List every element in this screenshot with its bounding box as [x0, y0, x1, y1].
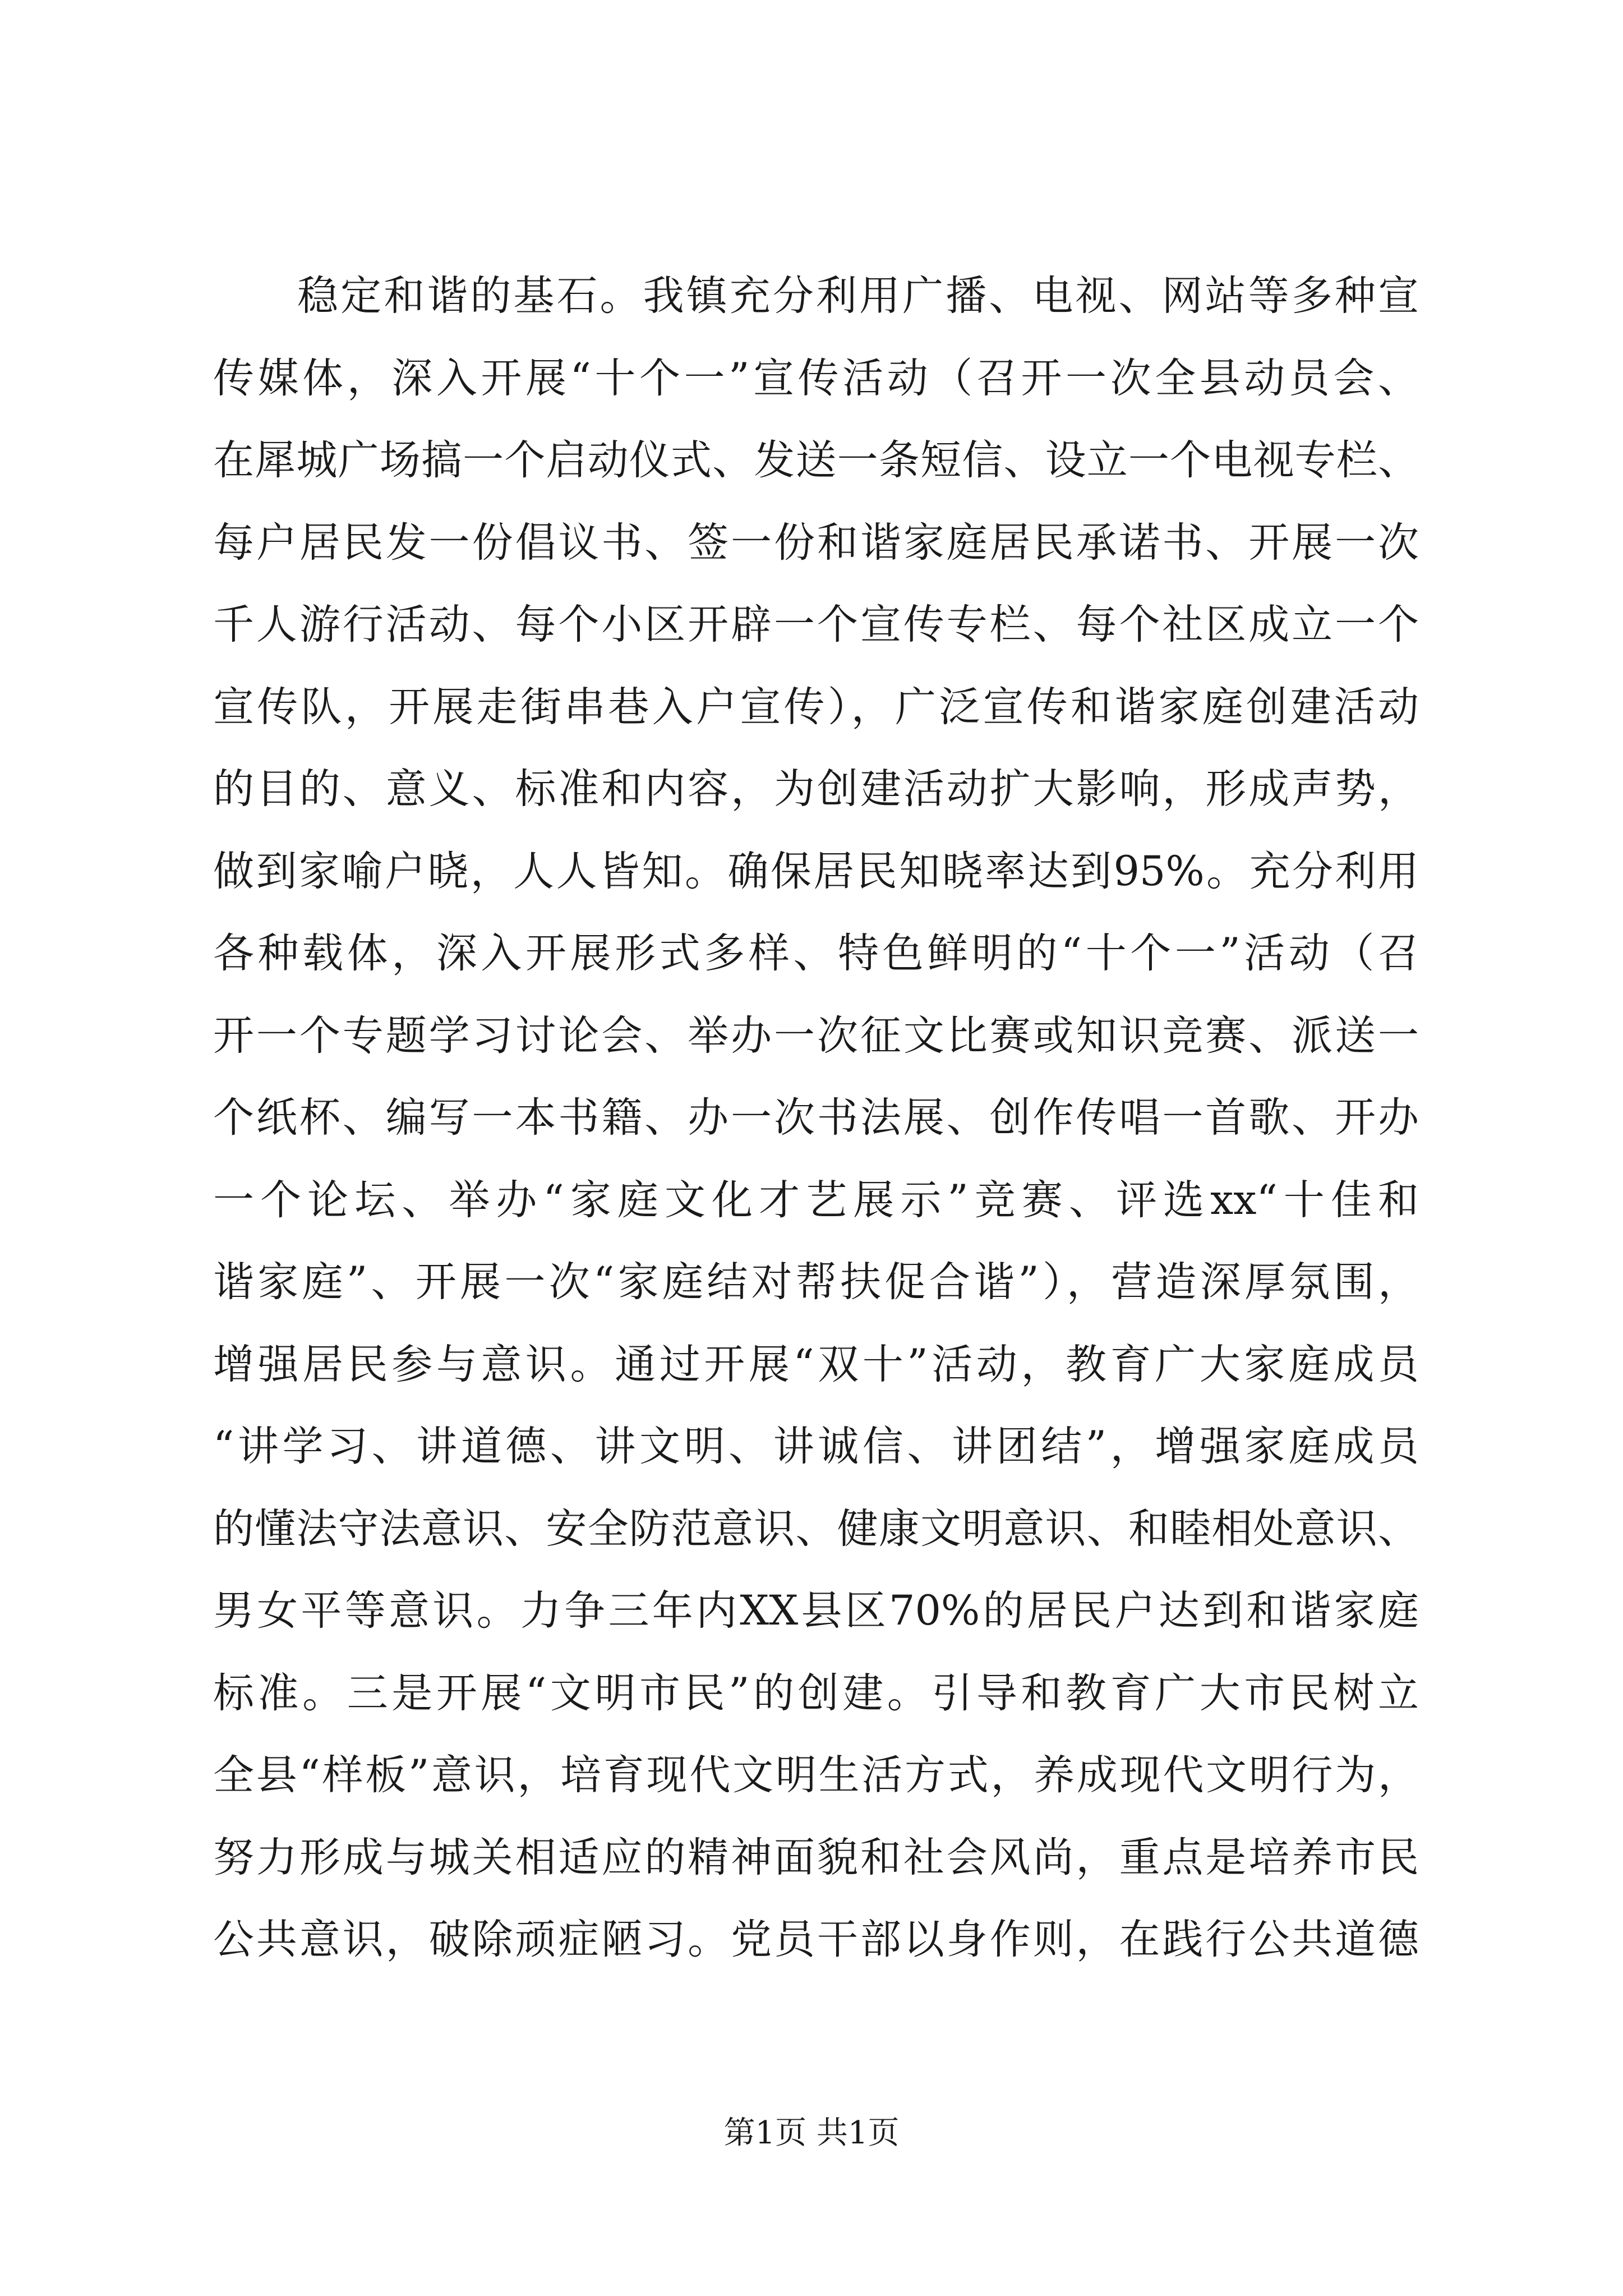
text-line: 各种载体，深入开展形式多样、特色鲜明的“十个一”活动（召 [213, 930, 1419, 977]
text-line: 宣传队，开展走街串巷入户宣传），广泛宣传和谐家庭创建活动 [213, 683, 1419, 731]
page-number-label: 第1页 共1页 [723, 2115, 900, 2151]
text-line: 标准。三是开展“文明市民”的创建。引导和教育广大市民树立 [213, 1669, 1419, 1717]
text-line: 传媒体，深入开展“十个一”宣传活动（召开一次全县动员会、 [213, 354, 1419, 402]
text-line: “讲学习、讲道德、讲文明、讲诚信、讲团结”，增强家庭成员 [213, 1423, 1419, 1470]
text-line: 全县“样板”意识，培育现代文明生活方式，养成现代文明行为， [213, 1751, 1419, 1799]
text-line: 增强居民参与意识。通过开展“双十”活动，教育广大家庭成员 [213, 1340, 1419, 1388]
text-line: 一个论坛、举办“家庭文化才艺展示”竞赛、评选xx“十佳和 [213, 1176, 1419, 1224]
text-line: 的懂法守法意识、安全防范意识、健康文明意识、和睦相处意识、 [213, 1504, 1419, 1553]
text-line: 公共意识，破除顽症陋习。党员干部以身作则，在践行公共道德 [213, 1916, 1419, 1963]
text-line: 的目的、意义、标准和内容，为创建活动扩大影响，形成声势， [213, 765, 1419, 813]
text-line: 在犀城广场搞一个启动仪式、发送一条短信、设立一个电视专栏、 [213, 436, 1419, 484]
text-line: 开一个专题学习讨论会、举办一次征文比赛或知识竞赛、派送一 [213, 1011, 1419, 1060]
text-line: 千人游行活动、每个小区开辟一个宣传专栏、每个社区成立一个 [213, 601, 1419, 648]
text-line: 做到家喻户晓，人人皆知。确保居民知晓率达到95%。充分利用 [213, 847, 1419, 895]
text-line: 男女平等意识。力争三年内XX县区70%的居民户达到和谐家庭 [213, 1587, 1419, 1635]
text-line: 稳定和谐的基石。我镇充分利用广播、电视、网站等多种宣 [297, 272, 1419, 320]
text-line: 每户居民发一份倡议书、签一份和谐家庭居民承诺书、开展一次 [213, 518, 1419, 567]
body-text [213, 255, 1419, 1981]
text-line: 努力形成与城关相适应的精神面貌和社会风尚，重点是培养市民 [213, 1833, 1419, 1881]
text-line: 谐家庭”、开展一次“家庭结对帮扶促合谐”），营造深厚氛围， [213, 1258, 1419, 1306]
text-line: 个纸杯、编写一本书籍、办一次书法展、创作传唱一首歌、开办 [213, 1094, 1419, 1142]
page-footer [0, 2108, 1623, 2153]
